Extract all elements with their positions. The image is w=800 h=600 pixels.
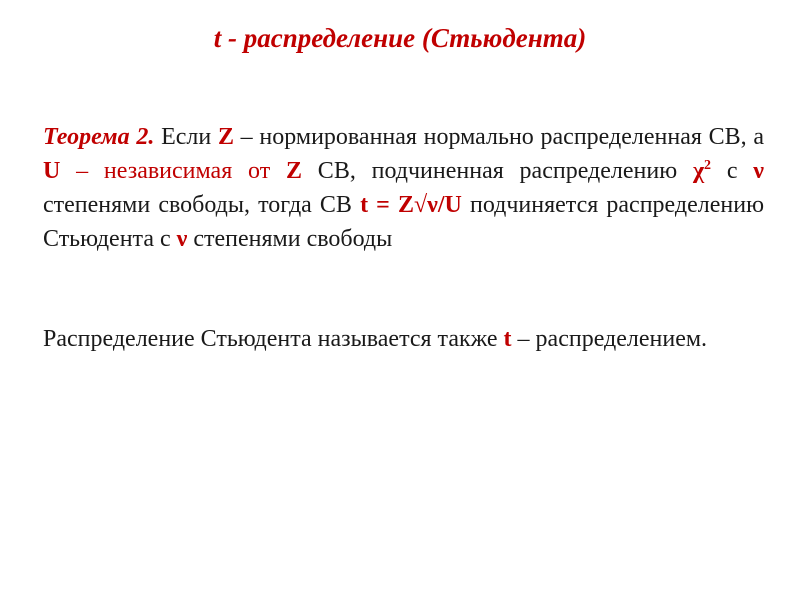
theorem-text-7: подчиняется распределению Стьюдента с [43, 192, 764, 252]
theorem-text-4: СВ, подчиненная распределению [302, 158, 693, 184]
nu-symbol-second: ν [176, 226, 188, 252]
theorem-text-8: степенями свободы [187, 226, 393, 252]
variable-z: Z [217, 124, 234, 150]
nu-symbol: ν [753, 158, 765, 184]
note-paragraph [43, 322, 764, 356]
theorem-text-3: – независимая от [60, 158, 286, 184]
variable-t: t [503, 326, 512, 352]
note-text-1: Распределение Стьюдента называется также [43, 326, 504, 352]
variable-u: U [43, 158, 61, 184]
theorem-label: Теорема 2. [43, 124, 155, 150]
theorem-text-2: – нормированная нормально распределенная СВ, а [233, 124, 765, 150]
theorem-text-1: Если [154, 124, 218, 150]
theorem-text-6: степенями свободы, тогда СВ [43, 192, 361, 218]
slide-title: t - распределение (Стьюдента) [213, 23, 587, 53]
variable-z-second: Z [286, 158, 303, 184]
chi-exponent: 2 [704, 158, 712, 173]
student-formula: t = Z√ν/U [360, 192, 462, 218]
theorem-text-5: с [711, 158, 754, 184]
chi-symbol: χ [692, 158, 705, 184]
theorem-paragraph [43, 120, 764, 256]
note-text-2: – распределением. [511, 326, 708, 352]
